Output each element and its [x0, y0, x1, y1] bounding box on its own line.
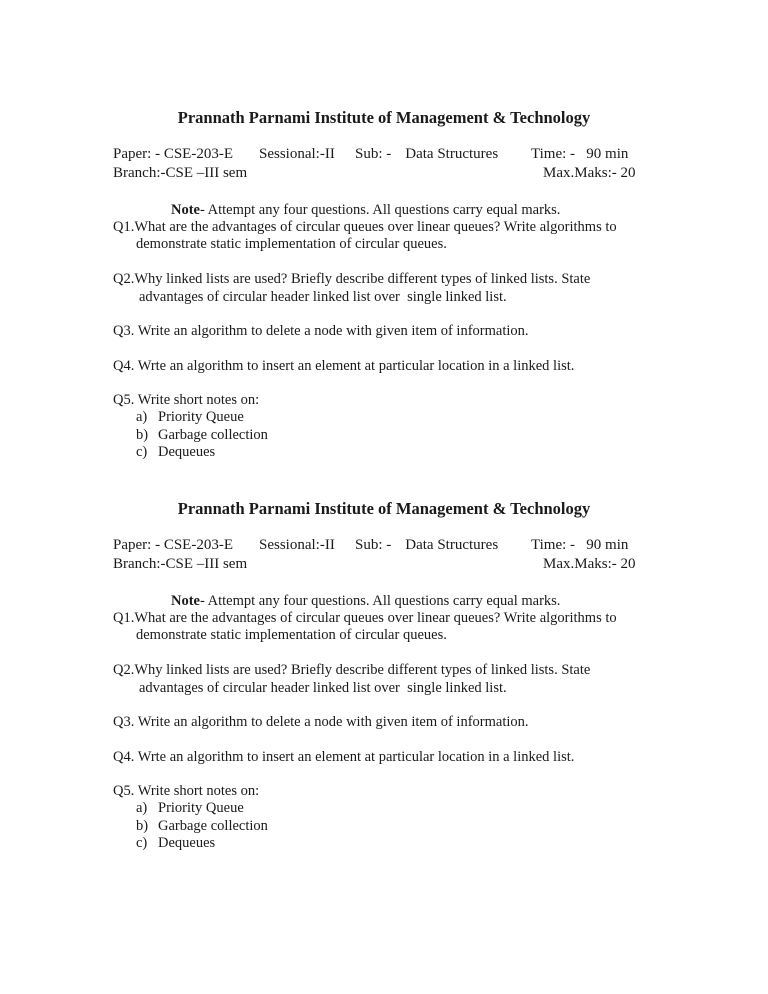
- max-marks-label: Max.Maks:- 20: [543, 165, 636, 181]
- paper-code: Paper: - CSE-203-E: [113, 537, 233, 553]
- instructions-note: [171, 202, 560, 219]
- option-text: Garbage collection: [158, 427, 268, 443]
- sessional-label: Sessional:-II: [259, 146, 335, 162]
- question-5-option: [136, 835, 215, 852]
- question-2-line-2: advantages of circular header linked list over single linked list.: [139, 680, 507, 696]
- question-2-line-1: Q2.Why linked lists are used? Briefly describe different types of linked lists. State: [113, 662, 591, 678]
- question-1-line-2: demonstrate static implementation of circular queues.: [136, 627, 447, 643]
- note-heading: Note: [171, 202, 200, 218]
- question-2-line-2: advantages of circular header linked list over single linked list.: [139, 289, 507, 305]
- option-label: b): [136, 427, 149, 443]
- question-5-option: [136, 800, 244, 817]
- sessional-label: Sessional:-II: [259, 537, 335, 553]
- institute-title: Prannath Parnami Institute of Management & Technology: [177, 499, 591, 518]
- institute-title: Prannath Parnami Institute of Management & Technology: [177, 108, 591, 127]
- question-3: Q3. Write an algorithm to delete a node with given item of information.: [113, 323, 529, 339]
- subject-label: Sub: -: [355, 537, 392, 553]
- option-label: c): [136, 444, 148, 460]
- option-label: a): [136, 409, 148, 425]
- question-paper-copy-2: [0, 391, 768, 851]
- subject-value: Data Structures: [405, 146, 499, 162]
- option-text: Dequeues: [158, 444, 216, 460]
- option-text: Priority Queue: [158, 800, 244, 816]
- question-5: Q5. Write short notes on:: [113, 392, 260, 408]
- option-label: b): [136, 818, 149, 834]
- question-1-line-1: Q1.What are the advantages of circular queues over linear queues? Write algorithms to: [113, 219, 617, 235]
- time-label: Time: - 90 min: [531, 537, 629, 553]
- subject-field: [355, 537, 498, 554]
- instructions-note: [171, 593, 560, 610]
- option-text: Garbage collection: [158, 818, 268, 834]
- max-marks-label: Max.Maks:- 20: [543, 556, 636, 572]
- option-text: Priority Queue: [158, 409, 244, 425]
- subject-label: Sub: -: [355, 146, 392, 162]
- paper-code: Paper: - CSE-203-E: [113, 146, 233, 162]
- branch-label: Branch:-CSE –III sem: [113, 556, 248, 572]
- subject-field: [355, 146, 498, 163]
- question-5-option: [136, 818, 268, 835]
- option-label: a): [136, 800, 148, 816]
- question-5: Q5. Write short notes on:: [113, 783, 260, 799]
- option-text: Dequeues: [158, 835, 216, 851]
- note-text: - Attempt any four questions. All questions carry equal marks.: [200, 593, 561, 609]
- branch-label: Branch:-CSE –III sem: [113, 165, 248, 181]
- question-4: Q4. Wrte an algorithm to insert an element at particular location in a linked list.: [113, 358, 575, 374]
- question-1-line-1: Q1.What are the advantages of circular queues over linear queues? Write algorithms to: [113, 610, 617, 626]
- note-text: - Attempt any four questions. All questions carry equal marks.: [200, 202, 561, 218]
- question-1-line-2: demonstrate static implementation of circular queues.: [136, 236, 447, 252]
- question-2-line-1: Q2.Why linked lists are used? Briefly describe different types of linked lists. State: [113, 271, 591, 287]
- question-3: Q3. Write an algorithm to delete a node with given item of information.: [113, 714, 529, 730]
- question-4: Q4. Wrte an algorithm to insert an element at particular location in a linked list.: [113, 749, 575, 765]
- subject-value: Data Structures: [405, 537, 499, 553]
- note-heading: Note: [171, 593, 200, 609]
- option-label: c): [136, 835, 148, 851]
- question-paper-copy-1: [0, 0, 768, 460]
- time-label: Time: - 90 min: [531, 146, 629, 162]
